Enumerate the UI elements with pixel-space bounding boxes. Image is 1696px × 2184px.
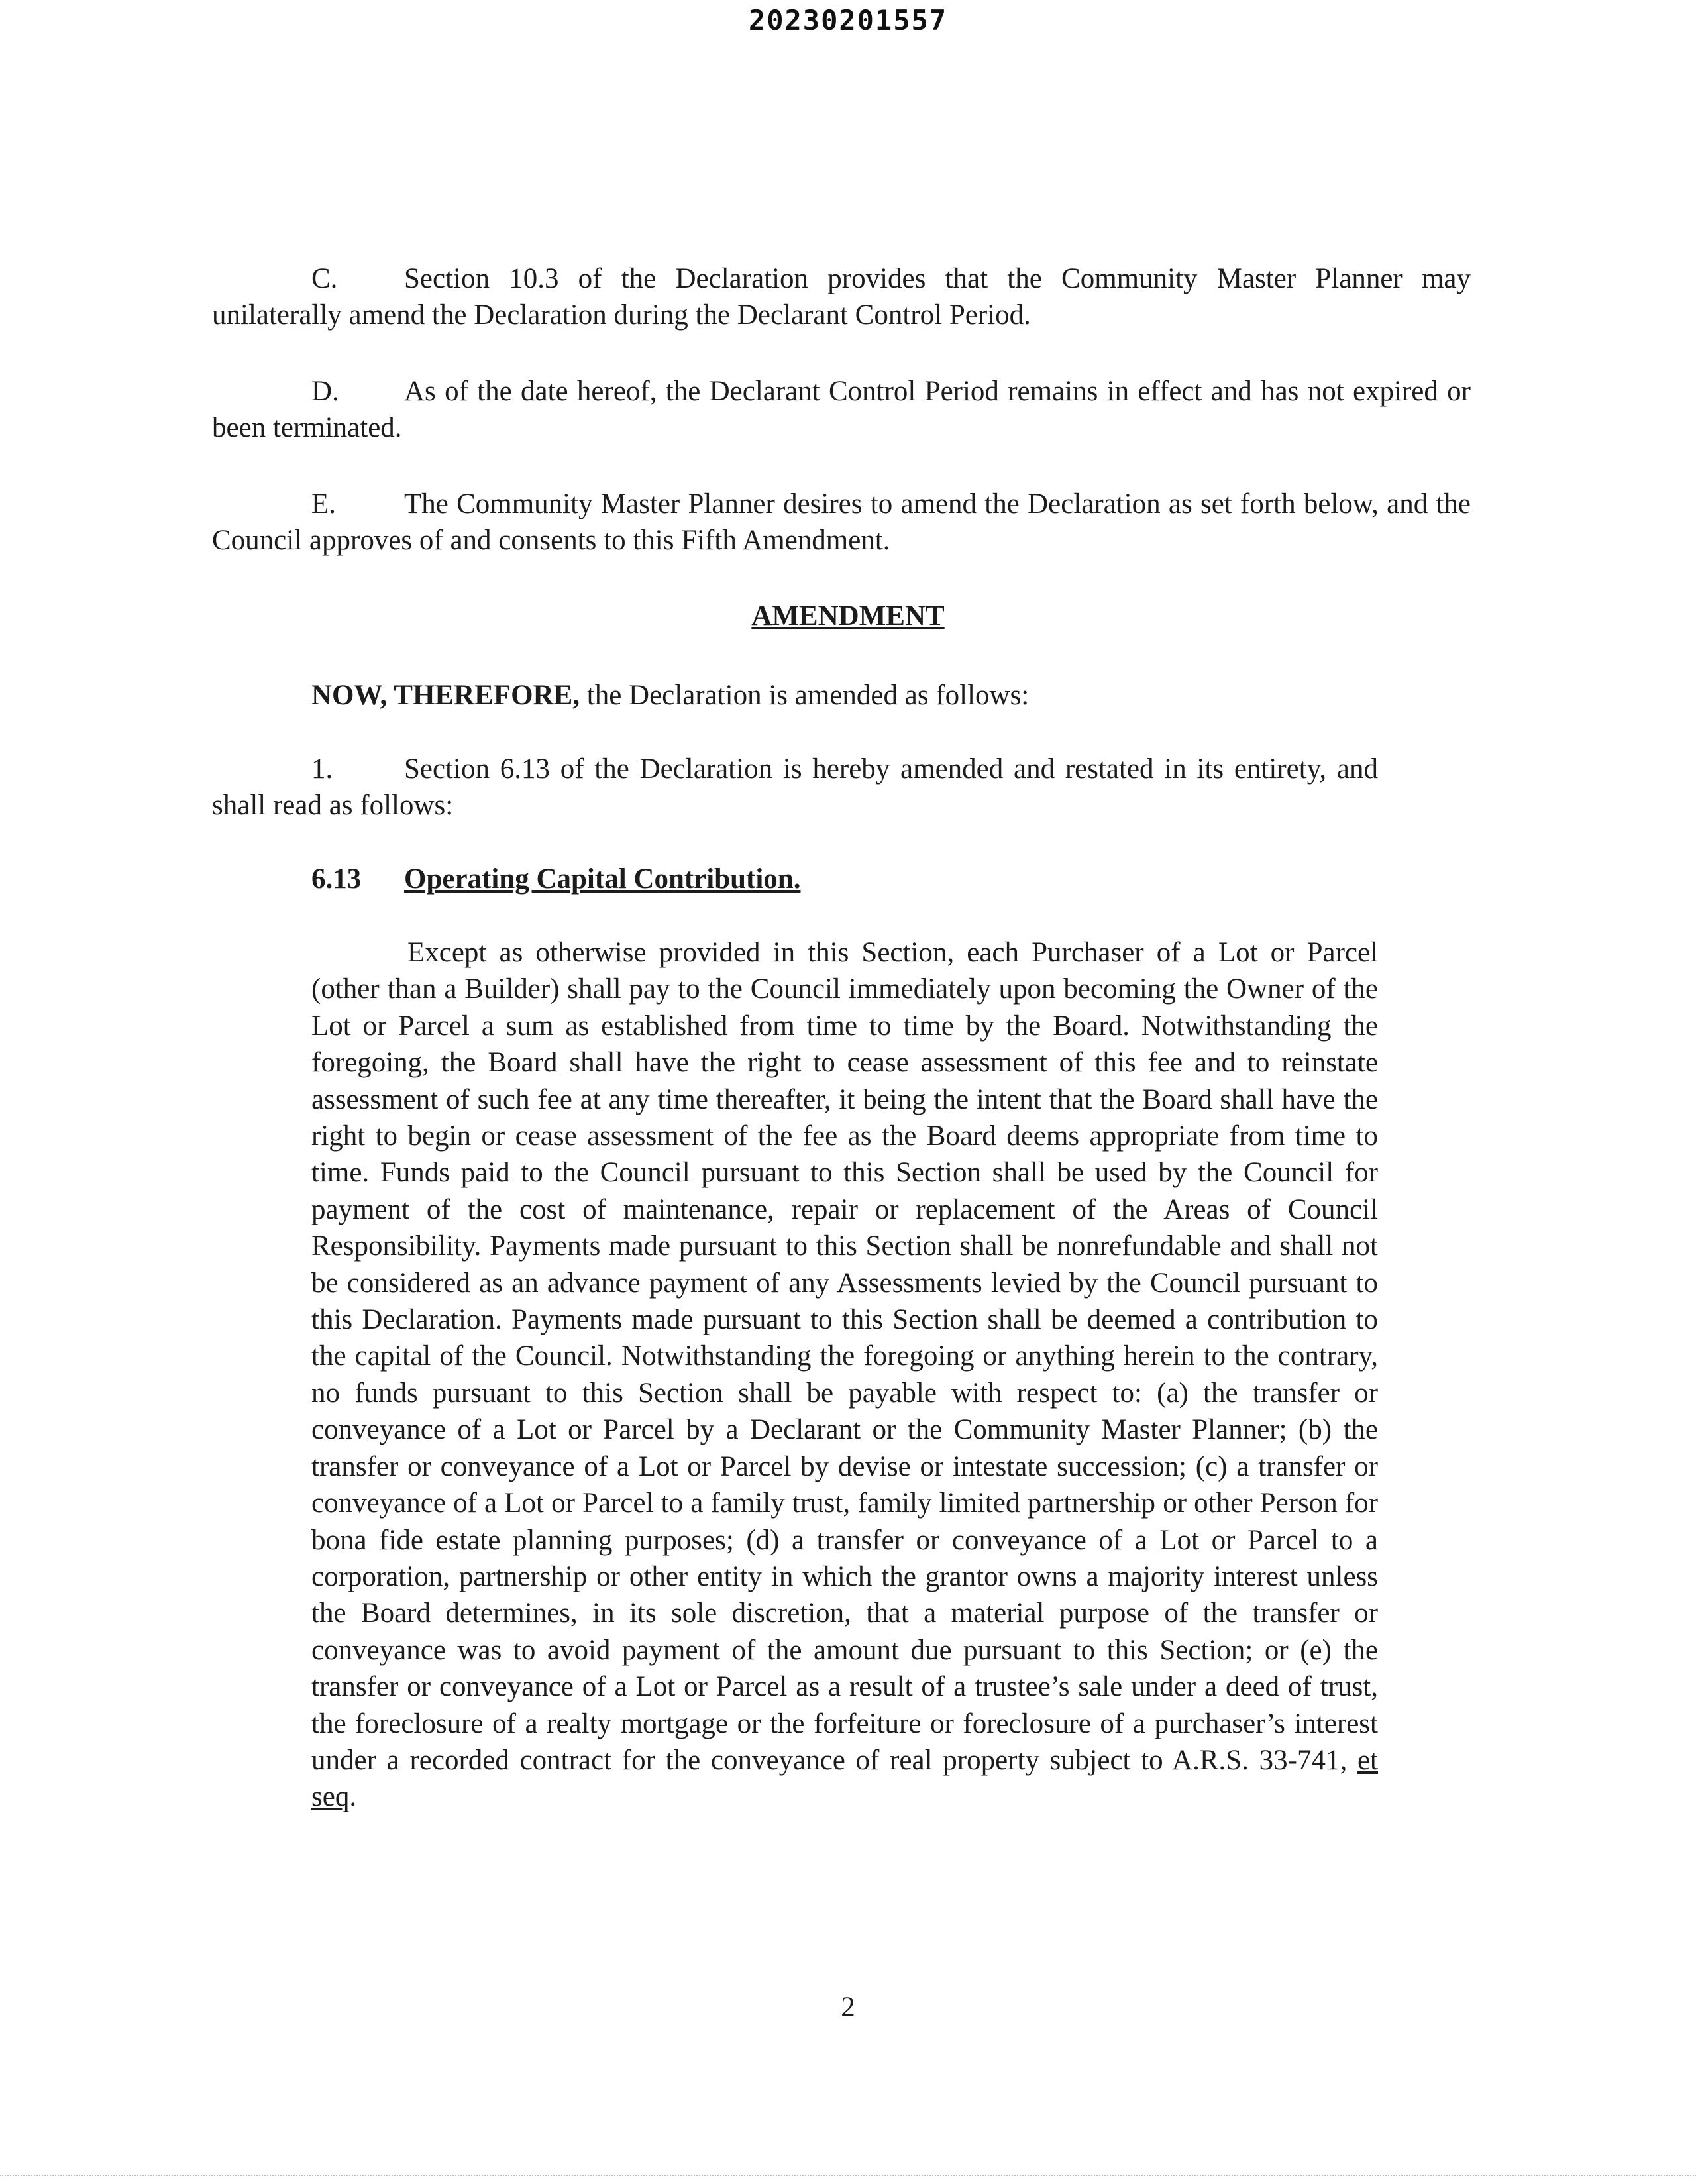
- amendment-heading: AMENDMENT: [751, 600, 945, 631]
- section-name: Operating Capital Contribution.: [404, 863, 801, 895]
- citation-et: et: [1357, 1744, 1378, 1776]
- page-number: 2: [841, 1992, 855, 2023]
- citation-seq: seq: [311, 1781, 350, 1813]
- recording-number: 20230201557: [748, 4, 948, 36]
- recital-d: [212, 373, 1471, 446]
- scan-edge-divider: [0, 2175, 1696, 2176]
- recital-d-letter: D.: [311, 376, 339, 407]
- section-title: [311, 863, 800, 895]
- amendment-intro: [311, 677, 1029, 714]
- recital-e: [212, 486, 1471, 559]
- amendment-item-1: [212, 751, 1378, 824]
- recital-e-text: The Community Master Planner desires to amend the Declaration as set forth below, and the Council approves of and consents to this Fifth Amendment.: [212, 488, 1471, 556]
- recital-c-text: Section 10.3 of the Declaration provides that the Community Master Planner may unilaterally amend the Declaration during the Declarant Control Period.: [212, 263, 1471, 331]
- amendment-intro-rest: the Declaration is amended as follows:: [586, 680, 1030, 711]
- amendment-item-number: 1.: [311, 753, 333, 785]
- amendment-item-text: Section 6.13 of the Declaration is hereby amended and restated in its entirety, and shall read as follows:: [212, 753, 1378, 821]
- section-body: [311, 934, 1378, 1816]
- section-body-text: Except as otherwise provided in this Section, each Purchaser of a Lot or Parcel (other than a Builder) shall pay to the Council immediately upon becoming the Owner of the Lot or Parcel a sum as established from time to time by the Board. Notwithstanding the foregoing, the Board shall have the right to cease assessment of this fee and to reinstate assessment of such fee at any time thereafter, it being the intent that the Board shall have the right to begin or cease assessment of the fee as the Board deems appropriate from time to time. Funds paid to the Council pursuant to this Section shall be used by the Council for payment of the cost of maintenance, repair or replacement of the Areas of Council Responsibility. Payments made pursuant to this Section shall be nonrefundable and shall not be considered as an advance payment of any Assessments levied by the Council pursuant to this Declaration. Payments made pursuant to this Section shall be deemed a contribution to the capital of the Council. Notwithstanding the foregoing or anything herein to the contrary, no funds pursuant to this Section shall be payable with respect to: (a) the transfer or conveyance of a Lot or Parcel by a Declarant or the Community Master Planner; (b) the transfer or conveyance of a Lot or Parcel by devise or intestate succession; (c) a transfer or conveyance of a Lot or Parcel to a family trust, family limited partnership or other Person for bona fide estate planning purposes; (d) a transfer or conveyance of a Lot or Parcel to a corporation, partnership or other entity in which the grantor owns a majority interest unless the Board determines, in its sole discretion, that a material purpose of the transfer or conveyance was to avoid payment of the amount due pursuant to this Section; or (e) the transfer or conveyance of a Lot or Parcel as a result of a trustee’s sale under a deed of trust, the foreclosure of a realty mortgage or the forfeiture or foreclosure of a purchaser’s interest under a recorded contract for the conveyance of real property subject to A.R.S. 33-741,: [311, 937, 1378, 1776]
- section-number: 6.13: [311, 863, 362, 895]
- recital-d-text: As of the date hereof, the Declarant Control Period remains in effect and has not expired or been terminated.: [212, 376, 1471, 443]
- recital-c: [212, 260, 1471, 333]
- recital-c-letter: C.: [311, 263, 338, 294]
- recital-e-letter: E.: [311, 488, 337, 519]
- amendment-intro-bold: NOW, THEREFORE,: [311, 680, 580, 711]
- citation-end: .: [349, 1781, 357, 1813]
